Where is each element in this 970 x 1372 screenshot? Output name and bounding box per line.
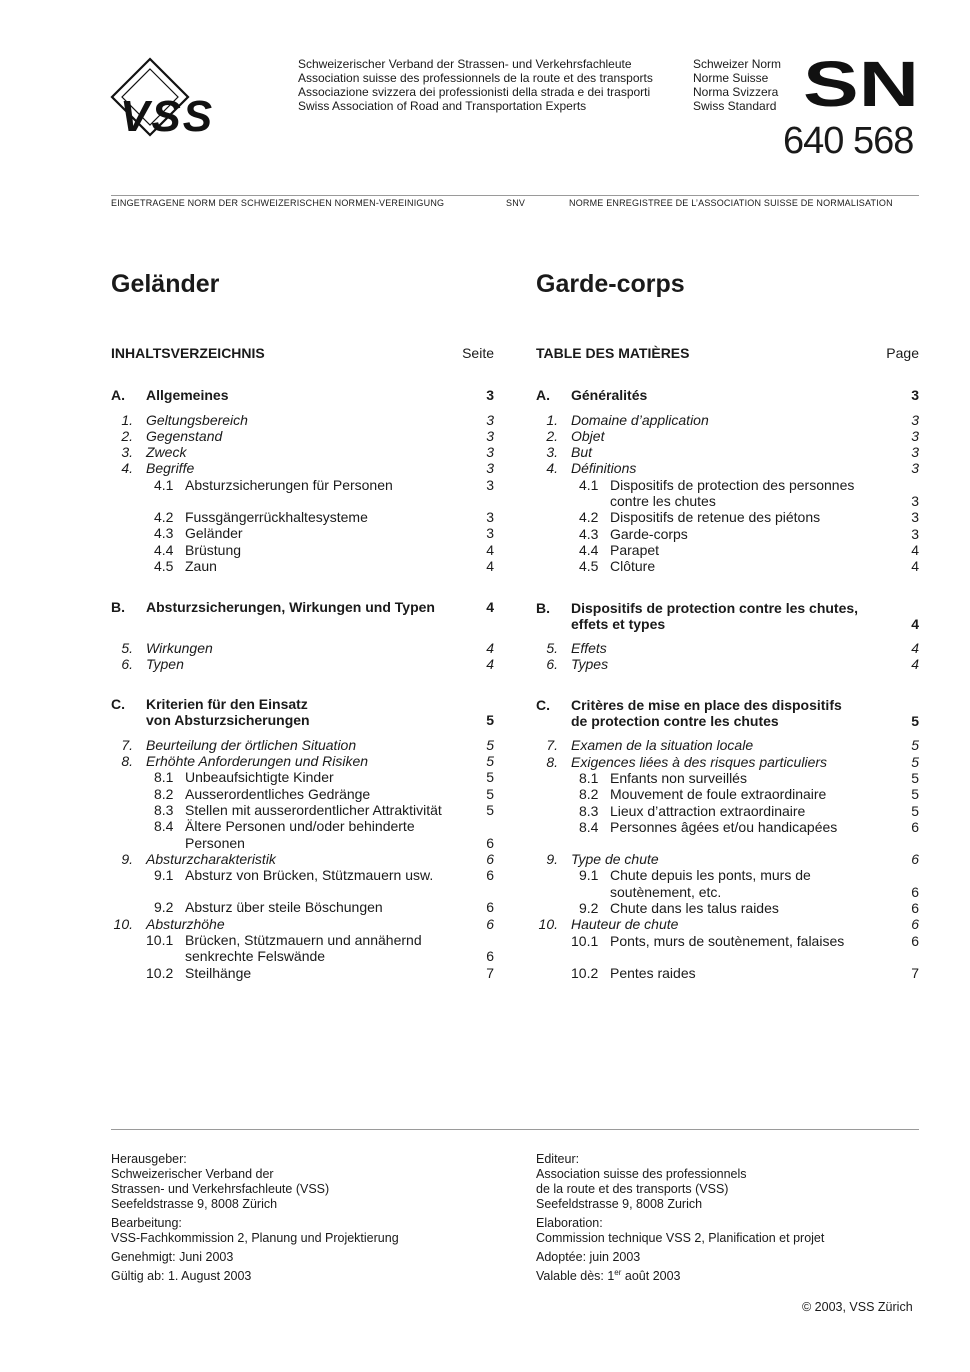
toc-item: 4. Begriffe 3 [121, 460, 494, 477]
toc-subitem: 9.2 Absturz über steile Böschungen 6 [154, 899, 494, 916]
toc-subitem: 4.2 Dispositifs de retenue des piétons 3 [579, 509, 919, 526]
toc-item: 6. Typen 4 [121, 655, 494, 672]
toc-item: 3. But 3 [546, 444, 919, 461]
svg-text:VSS: VSS [120, 92, 215, 139]
copyright: © 2003, VSS Zürich [802, 1300, 913, 1314]
toc-heading: INHALTSVERZEICHNIS [111, 345, 265, 361]
toc-subitem: 9.2 Chute dans les talus raides 6 [579, 900, 919, 917]
toc-subitem: 8.2 Ausserordentliches Gedränge 5 [154, 785, 494, 802]
valid-from: Gültig ab: 1. August 2003 [111, 1269, 252, 1283]
toc-item: 7. Beurteilung der örtlichen Situation 5 [121, 736, 494, 753]
page-column-label: Seite [462, 345, 494, 361]
approval-date: Genehmigt: Juni 2003 [111, 1250, 234, 1264]
toc-subitem: 4.3 Garde-corps 3 [579, 525, 919, 542]
toc-item: 7. Examen de la situation locale 5 [546, 737, 919, 754]
header-rule [111, 195, 919, 196]
toc-item: 2. Objet 3 [546, 427, 919, 444]
toc-item: 9. Type de chute 6 [546, 851, 919, 868]
toc-fr [536, 345, 919, 981]
toc-subitem: 8.3 Lieux d’attraction extraordinaire 5 [579, 802, 919, 819]
toc-subitem: 4.4 Brüstung 4 [154, 541, 494, 558]
registration-fr: NORME ENREGISTREE DE L’ASSOCIATION SUISSE DE NORMALISATION [569, 198, 893, 208]
toc-item: 8. Erhöhte Anforderungen und Risiken 5 [121, 753, 494, 770]
toc-subitem: 8.1 Enfants non surveillés 5 [579, 769, 919, 786]
toc-item: 4. Définitions 3 [546, 460, 919, 477]
toc-section: B. Absturzsicherungen, Wirkungen und Typen 4 [111, 599, 494, 616]
footer-de: Herausgeber: Schweizerischer Verband der Strassen- und Verkehrsfachleute (VSS) Seefeldstrasse 9, 8008 Zürich Bearbeitung: VSS-Fachkommission 2, Planung und Projektierung Genehmigt: Juni 2003 Gültig ab: 1. August 2003 [111, 1152, 399, 1283]
sn-logo [803, 58, 921, 110]
toc-subitem: 8.4 Ältere Personen und/oder behinderte Personen 6 [154, 818, 494, 851]
toc-item: 1. Geltungsbereich 3 [121, 411, 494, 428]
toc-subitem: 4.4 Parapet 4 [579, 541, 919, 558]
toc-item: 5. Wirkungen 4 [121, 639, 494, 656]
norm-label-it: Norma Svizzera [693, 85, 779, 99]
toc-item: 6. Types 4 [546, 656, 919, 673]
publisher-label: Herausgeber: [111, 1152, 187, 1166]
editing-label: Elaboration: [536, 1216, 603, 1230]
toc-heading: TABLE DES MATIÈRES [536, 345, 690, 361]
norm-number: 640 568 [783, 120, 914, 162]
toc-subitem: 4.1 Dispositifs de protection des personnes contre les chutes 3 [579, 476, 919, 510]
toc-item: 1. Domaine d’application 3 [546, 411, 919, 428]
toc-subitem: 9.1 Chute depuis les ponts, murs de soutènement, etc. 6 [579, 867, 919, 900]
toc-subitem: 8.1 Unbeaufsichtigte Kinder 5 [154, 769, 494, 786]
toc-subitem: 8.2 Mouvement de foule extraordinaire 5 [579, 786, 919, 803]
toc-section: A. Généralités 3 [536, 387, 919, 404]
toc-subitem: 4.2 Fussgängerrückhaltesysteme 3 [154, 509, 494, 526]
toc-subitem: 8.4 Personnes âgées et/ou handicapées 6 [579, 818, 919, 835]
footer-fr: Editeur: Association suisse des professionnels de la route et des transports (VSS) Seefeldstrasse 9, 8008 Zurich Elaboration: Commission technique VSS 2, Planification et projet Adoptée: juin 2003 Valable dès: 1er août 2003 [536, 1152, 825, 1283]
toc-subitem: 10.2 Pentes raides 7 [571, 964, 919, 981]
toc-subitem: 10.1 Ponts, murs de soutènement, falaises 6 [571, 932, 919, 949]
toc-subitem: 4.5 Zaun 4 [154, 557, 494, 574]
toc-item: 9. Absturzcharakteristik 6 [121, 850, 494, 867]
toc-subitem: 4.3 Geländer 3 [154, 525, 494, 542]
toc-subitem: 9.1 Absturz von Brücken, Stützmauern usw. 6 [154, 867, 494, 884]
registration-de: EINGETRAGENE NORM DER SCHWEIZERISCHEN NORMEN-VEREINIGUNG [111, 198, 445, 208]
toc-item: 10. Hauteur de chute 6 [538, 916, 919, 933]
toc-subitem: 10.1 Brücken, Stützmauern und annähernd senkrechte Felswände 6 [146, 932, 494, 965]
toc-subitem: 10.2 Steilhänge 7 [146, 964, 494, 981]
toc-section: B. Dispositifs de protection contre les chutes, effets et types 4 [536, 599, 919, 632]
editing-label: Bearbeitung: [111, 1216, 182, 1230]
toc-subitem: 4.5 Clôture 4 [579, 558, 919, 575]
org-name-de: Schweizerischer Verband der Strassen- und Verkehrsfachleute [298, 57, 632, 71]
title-fr: Garde-corps [536, 270, 685, 298]
title-de: Geländer [111, 270, 220, 298]
org-name-it: Associazione svizzera dei professionisti della strada e dei trasporti [298, 85, 651, 99]
org-name-en: Swiss Association of Road and Transportation Experts [298, 99, 587, 113]
norm-label-fr: Norme Suisse [693, 71, 769, 85]
toc-section: C. Kriterien für den Einsatz von Absturzsicherungen 5 [111, 696, 494, 729]
toc-item: 8. Exigences liées à des risques particuliers 5 [546, 753, 919, 770]
footer-rule [111, 1129, 919, 1130]
vss-logo [110, 57, 290, 139]
page-column-label: Page [886, 345, 919, 361]
toc-subitem: 8.3 Stellen mit ausserordentlicher Attraktivität 5 [154, 801, 494, 818]
toc-item: 2. Gegenstand 3 [121, 427, 494, 444]
organization-names [298, 57, 653, 113]
toc-item: 5. Effets 4 [546, 640, 919, 657]
org-name-fr: Association suisse des professionnels de la route et des transports [298, 71, 653, 85]
toc-item: 10. Absturzhöhe 6 [113, 915, 494, 932]
norm-label-en: Swiss Standard [693, 99, 777, 113]
svg-text:SN: SN [803, 58, 919, 110]
norm-type-labels [693, 57, 781, 113]
registration-snv: SNV [506, 198, 526, 208]
toc-de [111, 345, 494, 981]
toc-item: 3. Zweck 3 [121, 444, 494, 461]
toc-section: A. Allgemeines 3 [111, 387, 494, 404]
toc-section: C. Critères de mise en place des dispositifs de protection contre les chutes 5 [536, 696, 919, 730]
publisher-label: Editeur: [536, 1152, 580, 1166]
approval-date: Adoptée: juin 2003 [536, 1250, 641, 1264]
toc-subitem: 4.1 Absturzsicherungen für Personen 3 [154, 476, 494, 493]
norm-label-de: Schweizer Norm [693, 57, 782, 71]
valid-from: Valable dès: 1er août 2003 [536, 1267, 681, 1283]
